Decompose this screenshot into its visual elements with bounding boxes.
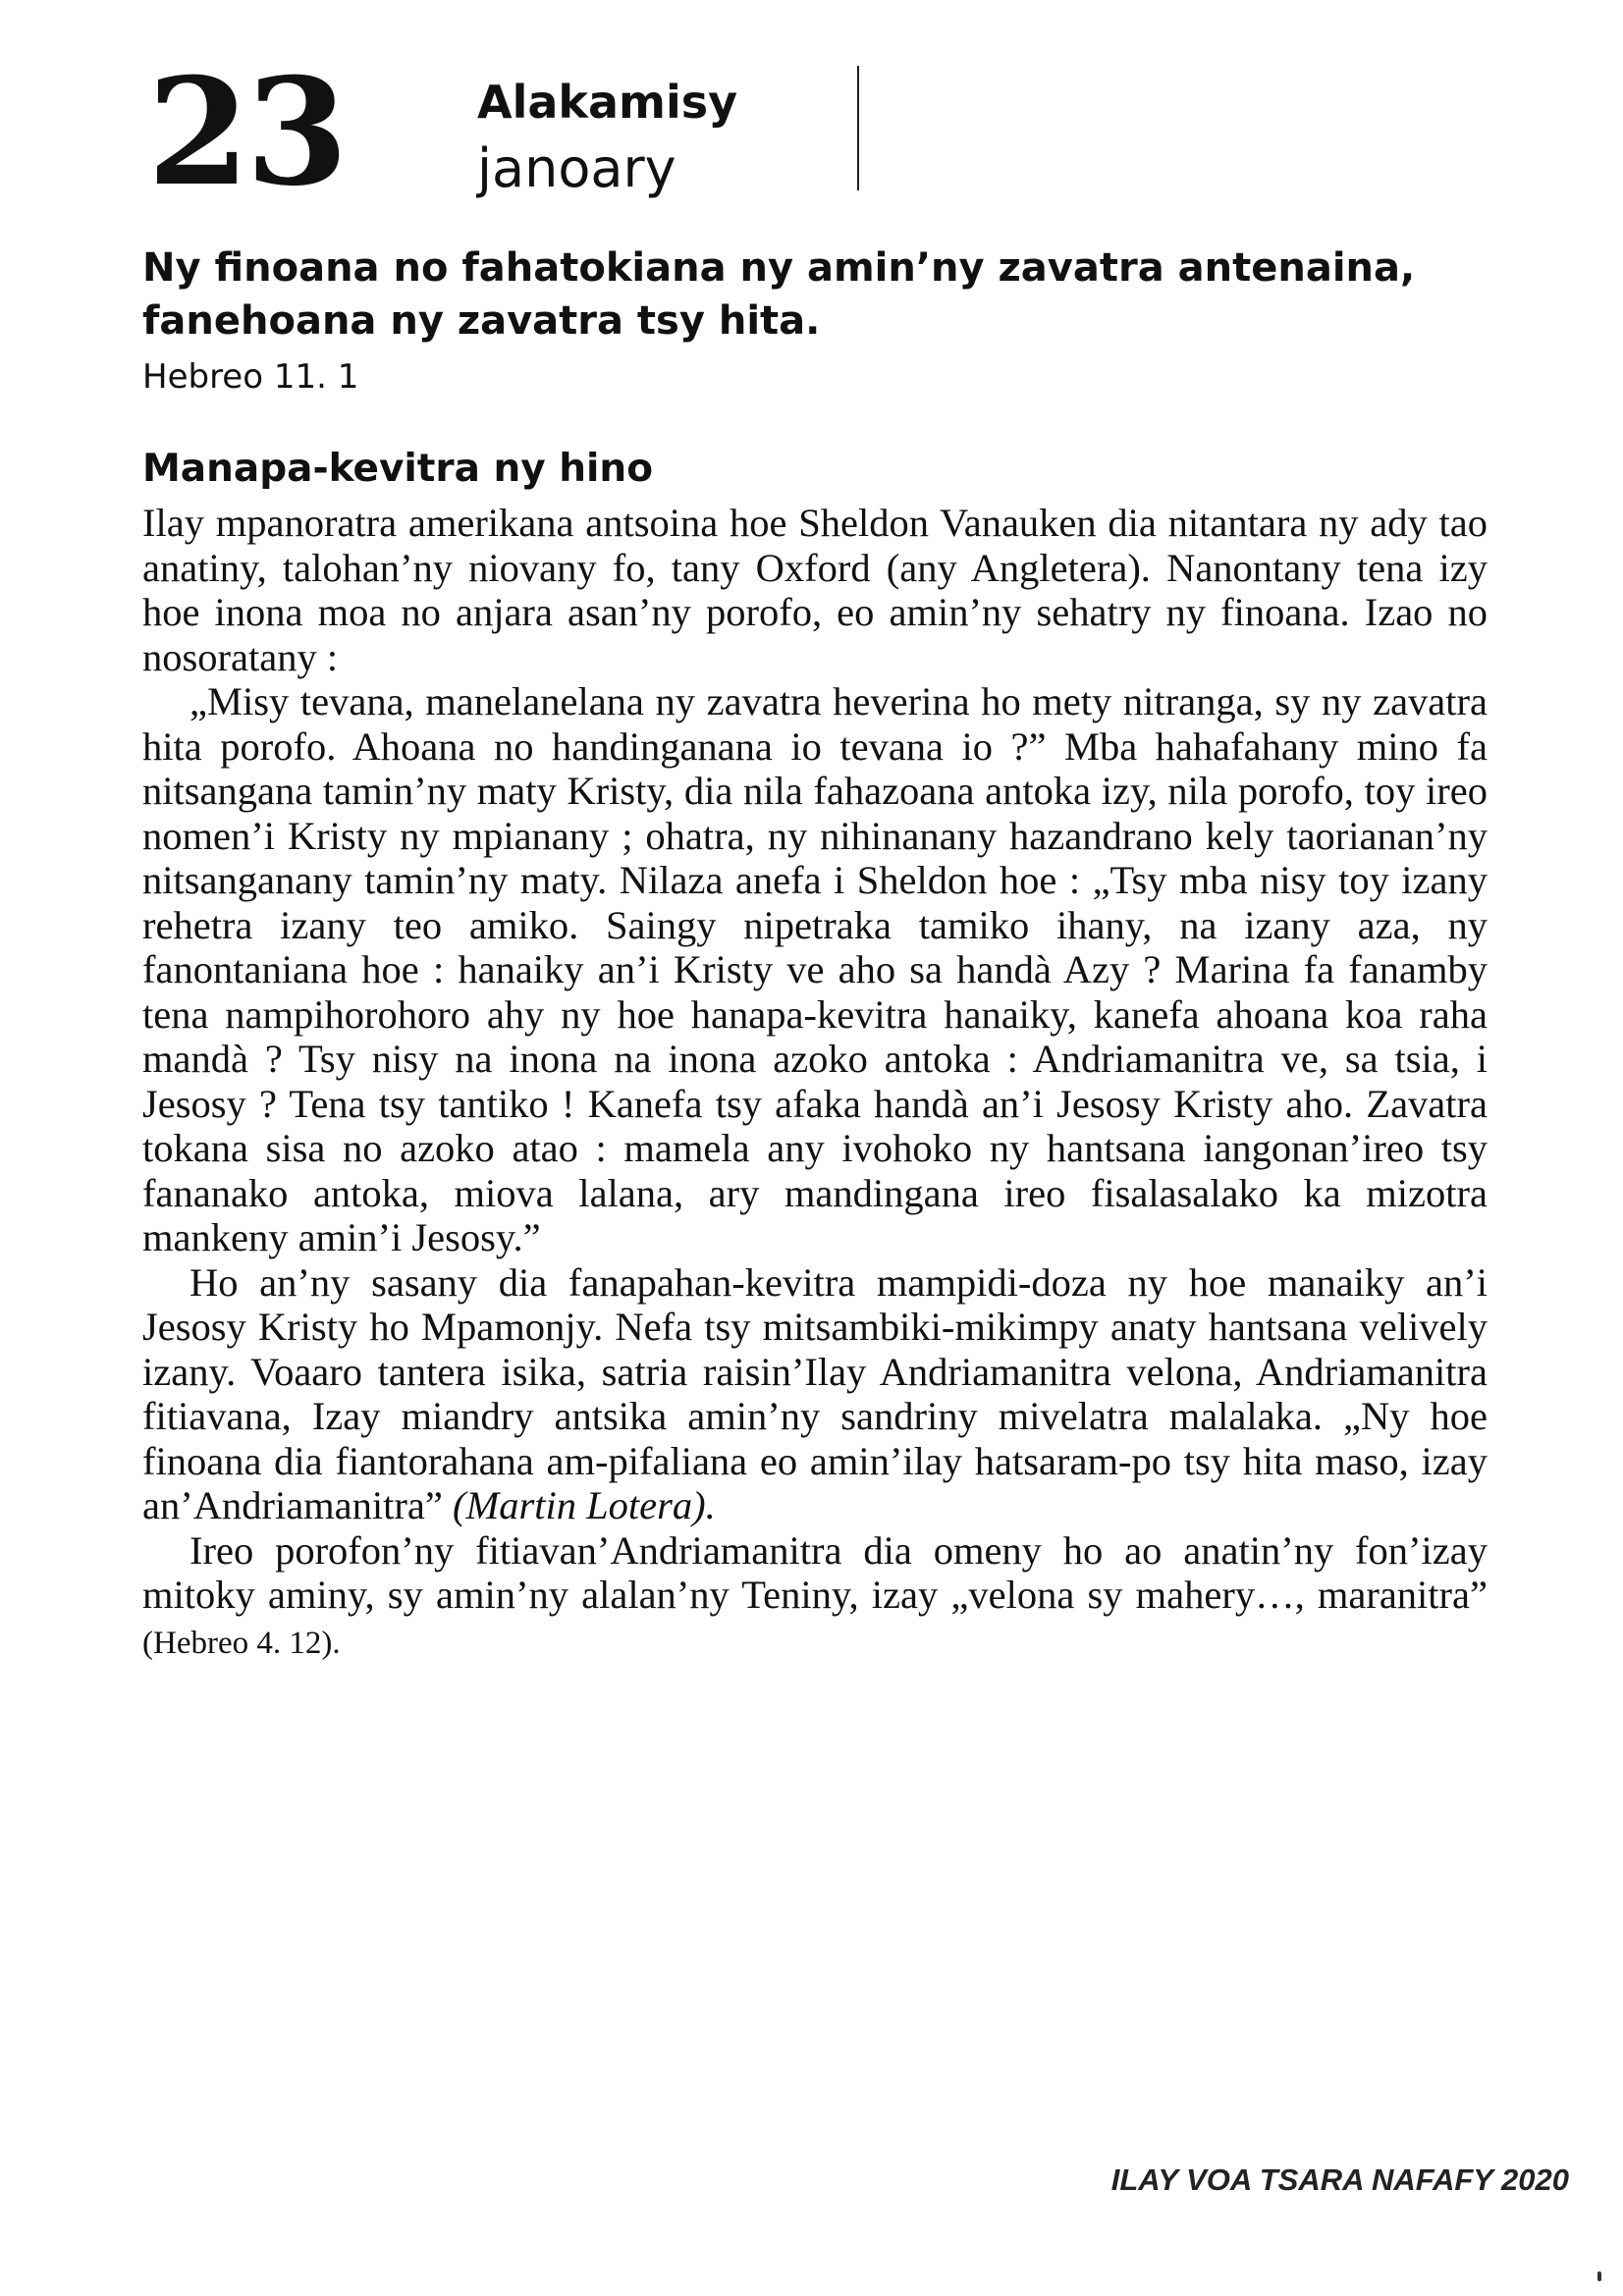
day-number: 23 — [147, 46, 345, 219]
month-label: janoary — [477, 137, 676, 199]
weekday-label: Alakamisy — [477, 76, 738, 129]
daily-verse: Ny finoana no fahatokiana ny amin’ny zavatra antenaina, fanehoana ny zavatra tsy hita. — [142, 245, 1416, 344]
devotional-body — [142, 501, 1488, 1666]
header-divider — [857, 66, 859, 190]
quote-attribution: (Martin Lotera). — [452, 1483, 716, 1527]
date-header — [147, 46, 893, 219]
paragraph-1: Ilay mpanoratra amerikana antsoina hoe Sheldon Vanauken dia nitantara ny ady tao anatiny, talohan’ny niovany fo, tany Oxford (any Angletera). Nanontany tena izy hoe inona moa no anjara asan’ny porofo, eo amin’ny sehatry ny finoana. Izao no nosoratany : — [142, 501, 1488, 679]
paragraph-4 — [142, 1528, 1488, 1667]
verse-reference: Hebreo 11. 1 — [142, 357, 359, 397]
page-edge-mark — [1597, 2271, 1601, 2281]
paragraph-3-text: Ho an’ny sasany dia fanapahan-kevitra mampidi-doza ny hoe manaiky an’i Jesosy Kristy ho Mpamonjy. Nefa tsy mitsambiki-mikimpy anaty hantsana velively izany. Voaaro tantera isika, satria raisin’Ilay Andriamanitra velona, Andriamanitra fitiavana, Izay miandry antsika amin’ny sandriny mivelatra malalaka. „Ny hoe finoana dia fiantorahana am-pifaliana eo amin’ilay hatsaram-po tsy hita maso, izay an’Andriamanitra” — [142, 1259, 1488, 1527]
publication-footer: ILAY VOA TSARA NAFAFY 2020 — [1110, 2163, 1569, 2197]
paragraph-3 — [142, 1260, 1488, 1528]
section-title: Manapa-kevitra ny hino — [142, 447, 653, 491]
paragraph-2: „Misy tevana, manelanelana ny zavatra heverina ho mety nitranga, sy ny zavatra hita porofo. Ahoana no handinganana io tevana io ?” Mba hahafahany mino fa nitsangana tamin’ny maty Kristy, dia nila fahazoana antoka izy, nila porofo, toy ireo nomen’i Kristy ny mpianany ; ohatra, ny nihinanany hazandrano kely taorianan’ny nitsanganany tamin’ny maty. Nilaza anefa i Sheldon hoe : „Tsy mba nisy toy izany rehetra izany teo amiko. Saingy nipetraka tamiko ihany, na izany aza, ny fanontaniana hoe : hanaiky an’i Kristy ve aho sa handà Azy ? Marina fa fanamby tena nampihorohoro ahy ny hoe hanapa-kevitra hanaiky, kanefa ahoana koa raha mandà ? Tsy nisy na inona na inona azoko antoka : Andriamanitra ve, sa tsia, i Jesosy ? Tena tsy tantiko ! Kanefa tsy afaka handà an’i Jesosy Kristy aho. Zavatra tokana sisa no azoko atao : mamela any ivohoko ny hantsana iangonan’ireo tsy fananako antoka, miova lalana, ary mandingana ireo fisalasalako ka mizotra mankeny amin’i Jesosy.” — [142, 679, 1488, 1259]
closing-reference: (Hebreo 4. 12). — [142, 1625, 341, 1661]
paragraph-4-text: Ireo porofon’ny fitiavan’Andriamanitra dia omeny ho ao anatin’ny fon’izay mitoky aminy, sy amin’ny alalan’ny Teniny, izay „velona sy mahery…, maranitra” — [142, 1527, 1488, 1617]
